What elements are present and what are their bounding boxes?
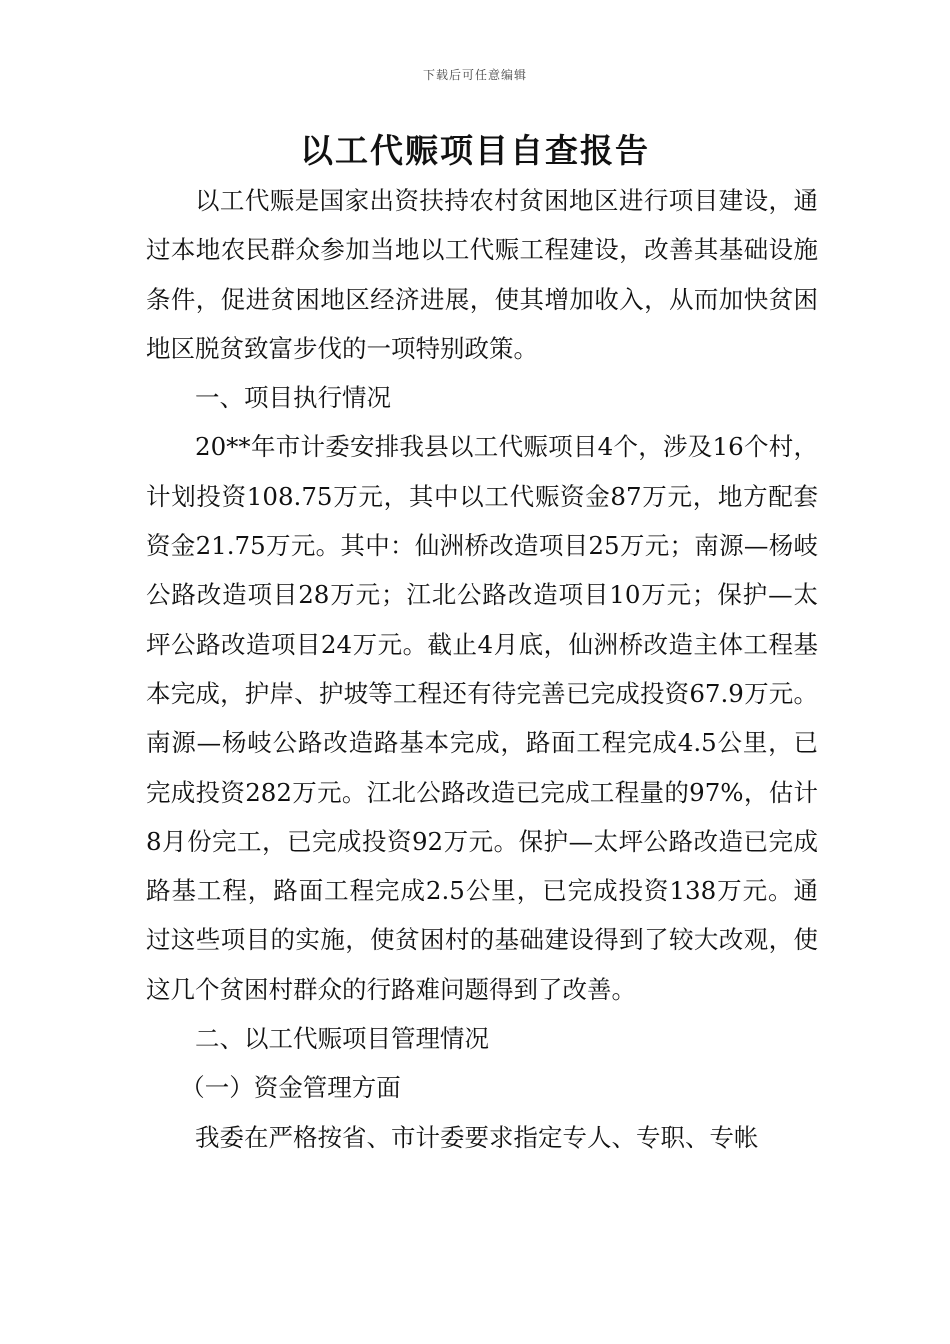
- subsection-heading-1: （一）资金管理方面: [180, 1073, 401, 1103]
- fund-management-paragraph: 我委在严格按省、市计委要求指定专人、专职、专帐: [195, 1122, 759, 1152]
- document-title: 以工代赈项目自查报告: [300, 131, 650, 170]
- document-body: [146, 176, 818, 1162]
- header-note: 下载后可任意编辑: [422, 68, 527, 82]
- section-heading-2: 二、以工代赈项目管理情况: [195, 1024, 489, 1054]
- intro-paragraph: 以工代赈是国家出资扶持农村贫困地区进行项目建设，通过本地农民群众参加当地以工代赈工程建设，改善其基础设施条件，促进贫困地区经济进展，使其增加收入，从而加快贫困地区脱贫致富步伐的一项特别政策。: [146, 186, 818, 363]
- section-heading-1: 一、项目执行情况: [195, 383, 391, 413]
- execution-paragraph: 20**年市计委安排我县以工代赈项目4个，涉及16个村，计划投资108.75万元，其中以工代赈资金87万元，地方配套资金21.75万元。其中：仙洲桥改造项目25万元；南源—杨岐公路改造项目28万元；江北公路改造项目10万元；保护—太坪公路改造项目24万元。截止4月底，仙洲桥改造主体工程基本完成，护岸、护坡等工程还有待完善已完成投资67.9万元。南源—杨岐公路改造路基本完成，路面工程完成4.5公里，已完成投资282万元。江北公路改造已完成工程量的97%，估计8月份完工，已完成投资92万元。保护—太坪公路改造已完成路基工程，路面工程完成2.5公里，已完成投资138万元。通过这些项目的实施，使贫困村的基础建设得到了较大改观，使这几个贫困村群众的行路难问题得到了改善。: [146, 432, 818, 1004]
